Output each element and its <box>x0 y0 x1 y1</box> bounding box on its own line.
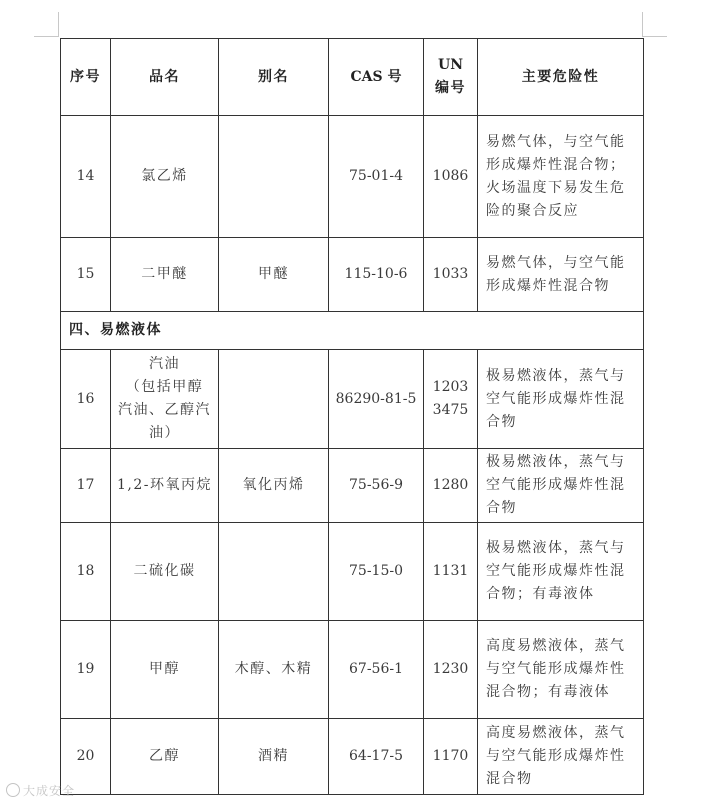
cell-seq: 16 <box>61 350 111 449</box>
hazardous-chemicals-table <box>60 38 644 795</box>
hazard-line: 混合物 <box>486 771 533 787</box>
hazard-line: 高度易燃液体，蒸气 <box>486 638 626 654</box>
cell-alias: 甲醚 <box>219 238 329 312</box>
table-row <box>61 116 644 238</box>
name-line: （包括甲醇 <box>125 379 204 395</box>
cell-seq: 14 <box>61 116 111 238</box>
cell-seq: 17 <box>61 449 111 523</box>
cell-un: 1131 <box>424 523 478 621</box>
header-hazard: 主要危险性 <box>478 39 644 116</box>
cell-alias <box>219 350 329 449</box>
cell-name: 1,2-环氧丙烷 <box>111 449 219 523</box>
header-name: 品名 <box>111 39 219 116</box>
cell-hazard <box>478 116 644 238</box>
page-corner-mark-left <box>34 12 59 37</box>
cell-name: 二甲醚 <box>111 238 219 312</box>
cell-cas: 67-56-1 <box>329 621 424 719</box>
cell-un: 1170 <box>424 719 478 795</box>
hazard-line: 空气能形成爆炸性混 <box>486 390 626 407</box>
watermark-text: 大成安全 <box>23 784 76 798</box>
name-line: 汽油、乙醇汽 <box>118 402 211 418</box>
hazard-line: 形成爆炸性混合物 <box>486 277 610 294</box>
cell-hazard <box>478 719 644 795</box>
cell-name: 甲醇 <box>111 621 219 719</box>
header-alias: 别名 <box>219 39 329 116</box>
cell-name: 氯乙烯 <box>111 116 219 238</box>
hazard-line: 混合物；有毒液体 <box>486 684 610 700</box>
table-row <box>61 449 644 523</box>
hazard-line: 空气能形成爆炸性混 <box>486 563 626 579</box>
cell-seq: 19 <box>61 621 111 719</box>
hazard-line: 形成爆炸性混合物； <box>486 156 626 173</box>
cell-seq: 20 <box>61 719 111 795</box>
cell-alias: 木醇、木精 <box>219 621 329 719</box>
watermark <box>6 782 75 799</box>
hazard-line: 火场温度下易发生危 <box>486 179 626 196</box>
watermark-logo-icon <box>6 783 20 797</box>
header-un-line2: 编号 <box>435 80 466 96</box>
cell-hazard <box>478 238 644 312</box>
hazard-line: 极易燃液体，蒸气与 <box>486 367 626 384</box>
cell-cas: 75-15-0 <box>329 523 424 621</box>
cell-hazard <box>478 350 644 449</box>
un-line: 1203 <box>432 379 469 395</box>
hazard-line: 易燃气体，与空气能 <box>486 133 626 150</box>
table-header-row <box>61 39 644 116</box>
hazard-line: 易燃气体，与空气能 <box>486 254 626 271</box>
hazard-line: 合物 <box>486 500 517 516</box>
hazard-line: 空气能形成爆炸性混 <box>486 477 626 493</box>
header-un <box>424 39 478 116</box>
cell-cas: 64-17-5 <box>329 719 424 795</box>
cell-cas: 115-10-6 <box>329 238 424 312</box>
table-row <box>61 621 644 719</box>
cell-alias: 酒精 <box>219 719 329 795</box>
cell-un <box>424 350 478 449</box>
cell-cas: 75-56-9 <box>329 449 424 523</box>
hazard-line: 合物 <box>486 413 517 430</box>
hazard-line: 高度易燃液体，蒸气 <box>486 725 626 741</box>
cell-name <box>111 350 219 449</box>
hazard-line: 极易燃液体，蒸气与 <box>486 454 626 470</box>
header-seq: 序号 <box>61 39 111 116</box>
cell-cas: 86290-81-5 <box>329 350 424 449</box>
cell-name: 二硫化碳 <box>111 523 219 621</box>
hazard-line: 极易燃液体，蒸气与 <box>486 540 626 556</box>
hazard-line: 与空气能形成爆炸性 <box>486 661 626 677</box>
table-row <box>61 719 644 795</box>
table-row <box>61 350 644 449</box>
header-cas: CAS 号 <box>329 39 424 116</box>
hazard-line: 险的聚合反应 <box>486 202 579 219</box>
cell-seq: 18 <box>61 523 111 621</box>
cell-un: 1086 <box>424 116 478 238</box>
section-row <box>61 312 644 350</box>
name-line: 油） <box>149 425 180 441</box>
hazard-line: 与空气能形成爆炸性 <box>486 748 626 764</box>
cell-hazard <box>478 621 644 719</box>
page-corner-mark-right <box>642 12 667 37</box>
cell-un: 1280 <box>424 449 478 523</box>
un-line: 3475 <box>432 402 469 418</box>
cell-un: 1230 <box>424 621 478 719</box>
cell-hazard <box>478 523 644 621</box>
cell-cas: 75-01-4 <box>329 116 424 238</box>
cell-seq: 15 <box>61 238 111 312</box>
cell-name: 乙醇 <box>111 719 219 795</box>
header-un-line1: UN <box>437 57 463 73</box>
table-row <box>61 523 644 621</box>
table-row <box>61 238 644 312</box>
name-line: 汽油 <box>149 356 180 372</box>
cell-alias <box>219 116 329 238</box>
cell-alias: 氧化丙烯 <box>219 449 329 523</box>
hazard-line: 合物；有毒液体 <box>486 586 595 602</box>
cell-alias <box>219 523 329 621</box>
cell-hazard <box>478 449 644 523</box>
section-title: 四、易燃液体 <box>61 312 644 350</box>
cell-un: 1033 <box>424 238 478 312</box>
